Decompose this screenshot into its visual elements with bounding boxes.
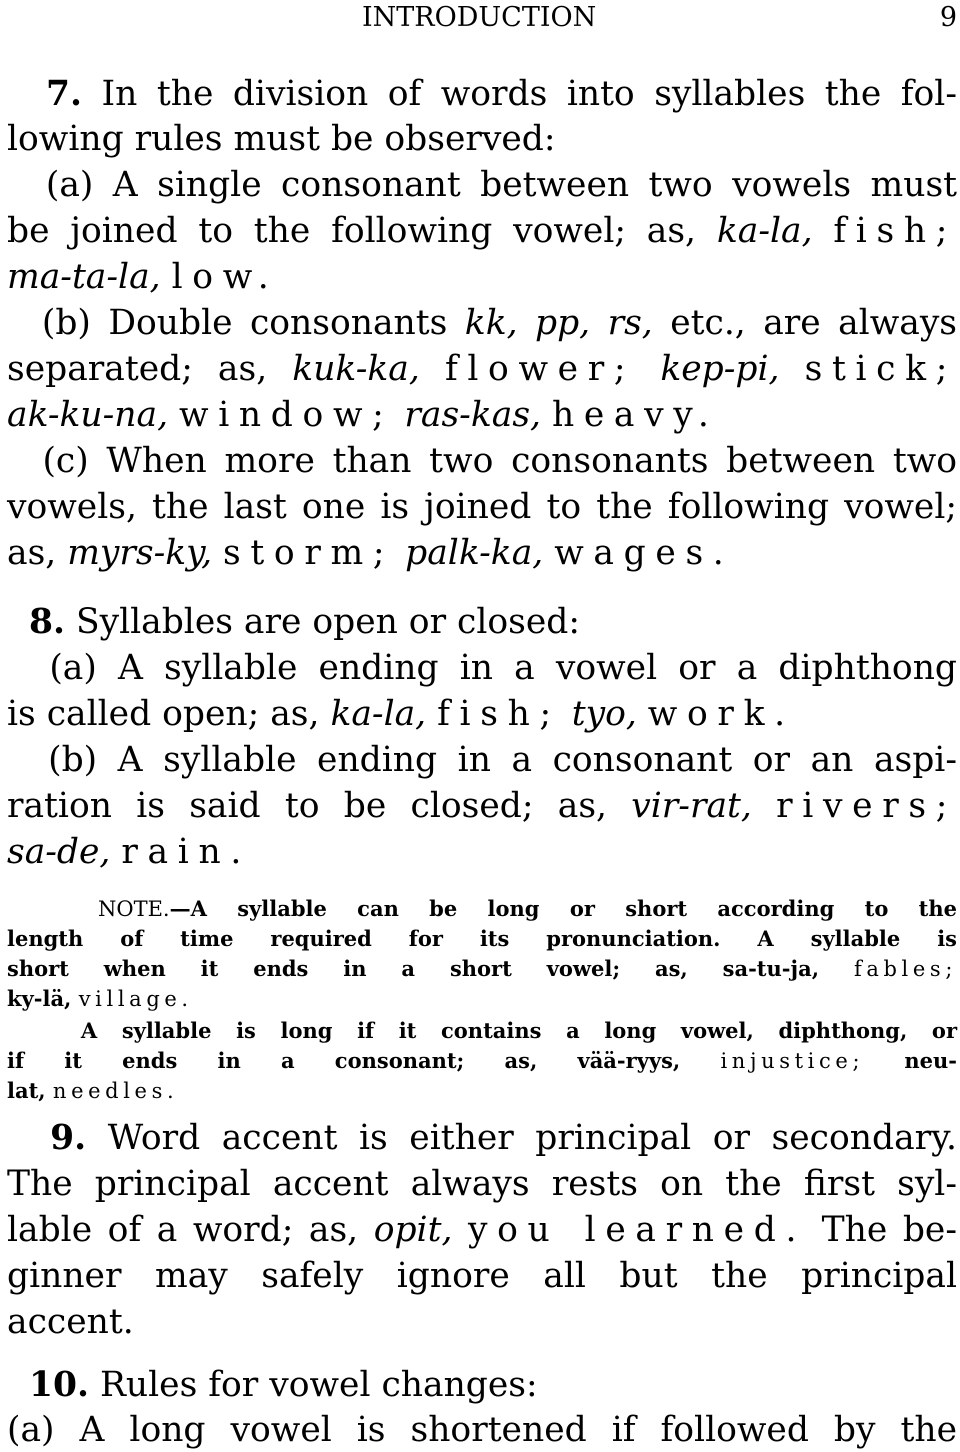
s7-c-line-3: as, myrs-ky, storm; palk-ka, wages. xyxy=(7,533,734,573)
s8-a-line-2: is called open; as, ka-la, fish; tyo, work. xyxy=(7,694,795,734)
note-line-2: length of time required for its pronunciation. A syllable is xyxy=(7,926,957,951)
s7-a-line-1: (a) A single consonant between two vowels must xyxy=(45,165,958,205)
s8-b-line-3: sa-de, rain. xyxy=(7,832,251,872)
s7-b-line-1: (b) Double consonants kk, pp, rs, etc., are always xyxy=(41,303,958,343)
s8-line-1: 8. Syllables are open or closed: xyxy=(28,602,580,642)
s9-line-3: lable of a word; as, opit, you learned. The be- xyxy=(7,1210,958,1250)
page-number: 9 xyxy=(939,2,957,33)
note-line-5: A syllable is long if it contains a long vowel, diphthong, or xyxy=(80,1018,958,1043)
note-line-1: NOTE.—A syllable can be long or short according to the xyxy=(98,896,957,921)
s7-c-line-1: (c) When more than two consonants between two xyxy=(42,441,957,481)
s10-line-2: (a) A long vowel is shortened if followed by the xyxy=(7,1410,957,1450)
note-line-4: ky-lä, village. xyxy=(7,986,193,1011)
s8-b-line-2: ration is said to be closed; as, vir-rat, rivers; xyxy=(7,786,957,826)
s7-line-1: 7. In the division of words into syllables the fol- xyxy=(45,74,957,114)
s7-line-2: lowing rules must be observed: xyxy=(7,119,556,159)
s7-number: 7. xyxy=(45,74,83,114)
note-line-7: lat, needles. xyxy=(7,1078,179,1103)
s7-a-line-3: ma-ta-la, low. xyxy=(7,257,279,297)
note-line-3: short when it ends in a short vowel; as, sa-tu-ja, fables; xyxy=(7,956,958,981)
s8-number: 8. xyxy=(28,602,65,642)
s8-a-line-1: (a) A syllable ending in a vowel or a diphthong xyxy=(49,648,957,688)
s7-c-line-2: vowels, the last one is joined to the following vowel; xyxy=(7,487,957,527)
s9-line-5: accent. xyxy=(7,1302,134,1342)
running-header xyxy=(0,0,960,36)
s7-b-line-2: separated; as, kuk-ka, flower; kep-pi, stick; xyxy=(7,349,957,389)
s7-b-line-3: ak-ku-na, window; ras-kas, heavy. xyxy=(7,395,719,435)
s9-line-2: The principal accent always rests on the first syl- xyxy=(7,1164,957,1204)
running-title: INTRODUCTION xyxy=(362,2,597,33)
s9-line-4: ginner may safely ignore all but the principal xyxy=(7,1256,957,1296)
s9-line-1: 9. Word accent is either principal or secondary. xyxy=(50,1118,958,1158)
note-line-6: if it ends in a consonant; as, vää-ryys, injustice; neu- xyxy=(7,1048,958,1073)
s10-line-1: 10. Rules for vowel changes: xyxy=(28,1365,538,1405)
s7-a-line-2: be joined to the following vowel; as, ka-la, fish; xyxy=(7,211,958,251)
s8-b-line-1: (b) A syllable ending in a consonant or an aspi- xyxy=(48,740,957,780)
s10-number: 10. xyxy=(28,1365,89,1405)
s9-number: 9. xyxy=(50,1118,87,1158)
